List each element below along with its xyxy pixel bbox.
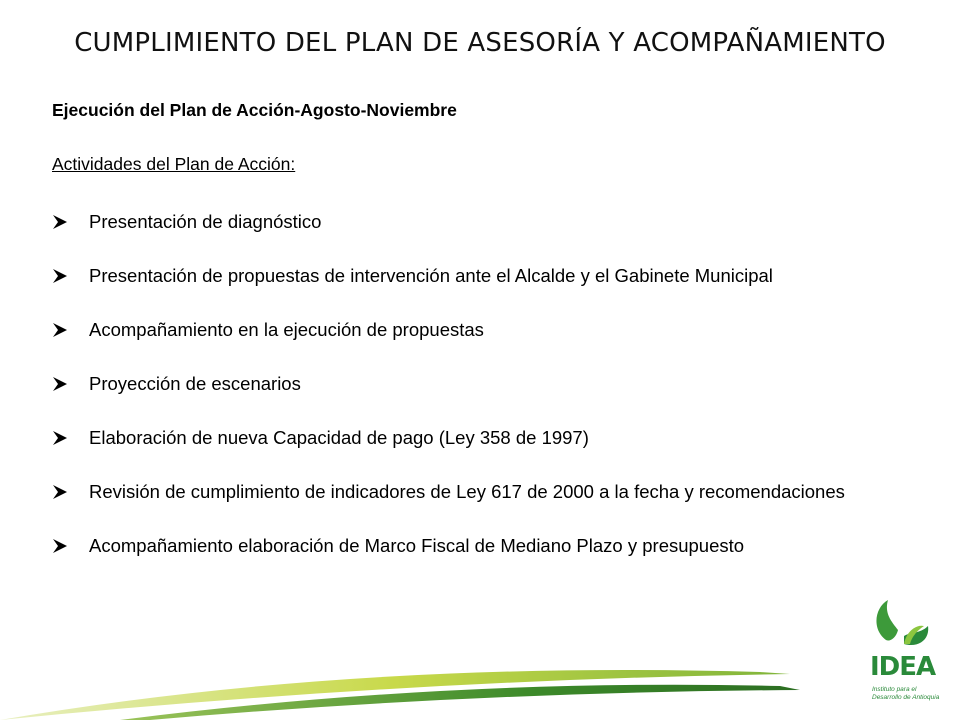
arrow-bullet-icon	[52, 376, 68, 392]
list-item	[52, 264, 936, 288]
list-item	[52, 480, 936, 504]
list-item-text: Acompañamiento en la ejecución de propuestas	[89, 319, 484, 340]
arrow-bullet-icon	[52, 430, 68, 446]
list-item-text: Presentación de propuestas de intervención ante el Alcalde y el Gabinete Municipal	[89, 265, 773, 286]
arrow-bullet-icon	[52, 538, 68, 554]
logo-name: IDEA	[870, 652, 936, 682]
list-item	[52, 534, 936, 558]
list-item	[52, 318, 936, 342]
arrow-bullet-icon	[52, 268, 68, 284]
decorative-swoosh	[0, 640, 960, 720]
activities-heading: Actividades del Plan de Acción:	[52, 154, 296, 174]
list-item	[52, 372, 936, 396]
plan-subtitle: Ejecución del Plan de Acción-Agosto-Noviembre	[52, 100, 457, 120]
arrow-bullet-icon	[52, 322, 68, 338]
slide-title: CUMPLIMIENTO DEL PLAN DE ASESORÍA Y ACOMPAÑAMIENTO	[74, 28, 886, 58]
arrow-bullet-icon	[52, 484, 68, 500]
list-item-text: Presentación de diagnóstico	[89, 211, 322, 232]
list-item-text: Proyección de escenarios	[89, 373, 301, 394]
list-item-text: Elaboración de nueva Capacidad de pago (Ley 358 de 1997)	[89, 427, 589, 448]
logo-tagline: Instituto para el Desarrollo de Antioquia	[872, 686, 940, 701]
list-item	[52, 426, 936, 450]
list-item-text: Acompañamiento elaboración de Marco Fiscal de Mediano Plazo y presupuesto	[89, 535, 745, 556]
activity-list	[52, 210, 936, 558]
list-item-text: Revisión de cumplimiento de indicadores de Ley 617 de 2000 a la fecha y recomendaciones	[89, 481, 845, 502]
arrow-bullet-icon	[52, 214, 68, 230]
list-item	[52, 210, 936, 234]
